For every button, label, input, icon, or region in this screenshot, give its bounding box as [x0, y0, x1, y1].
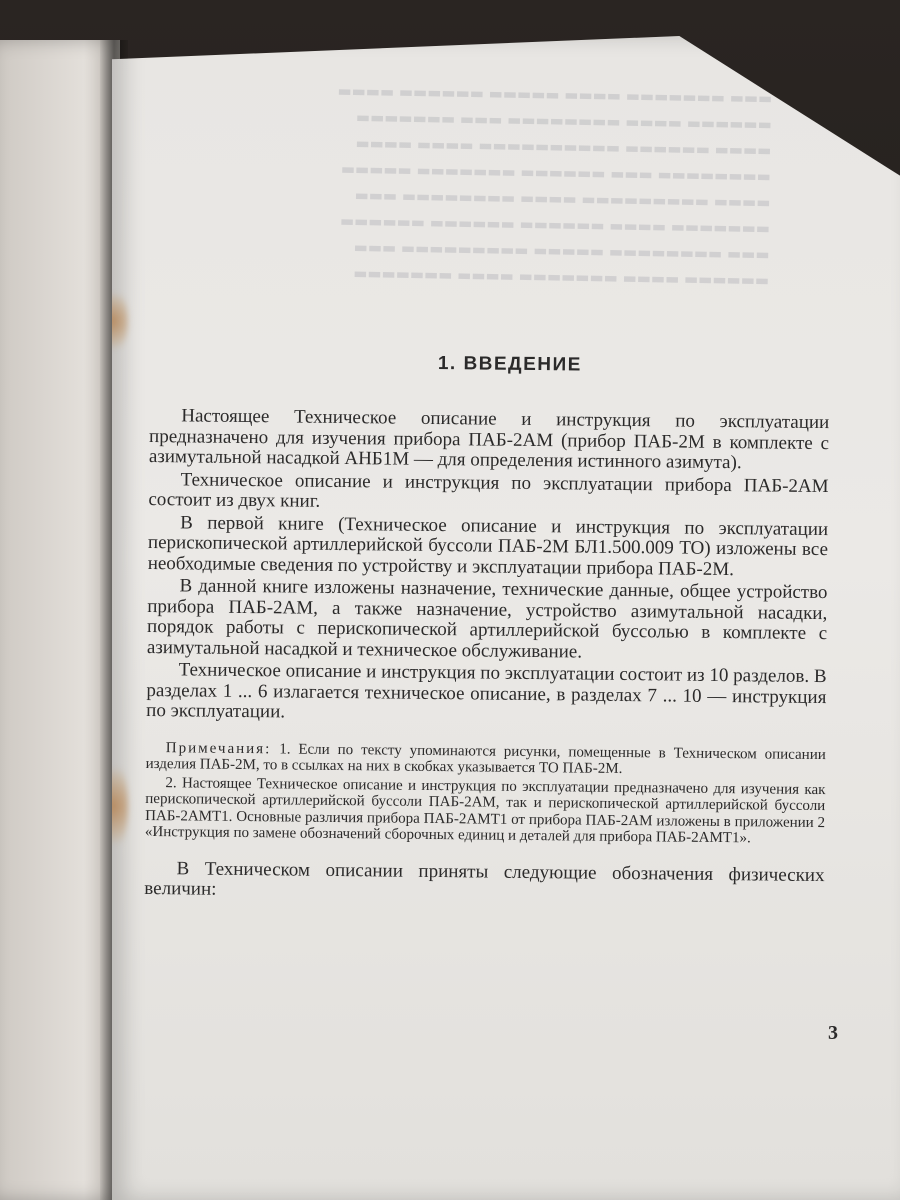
notes-block	[145, 739, 826, 847]
note-2: 2. Настоящее Техническое описание и инструкция по эксплуатации предназначено для изучения как перископической артиллерийской буссоли ПАБ-2АМ, так и перископической артиллерийской буссоли ПАБ-2АМТ1. Основные различия прибора ПАБ-2АМТ1 от прибора ПАБ-2АМ изложены в приложении 2 «Инструкция по замене обозначений сборочных единиц и деталей для прибора ПАБ-2АМТ1».	[144, 774, 826, 847]
paragraph-2: Техническое описание и инструкция по эксплуатации прибора ПАБ-2АМ состоит из двух книг.	[148, 468, 829, 512]
note-1	[146, 739, 826, 779]
paragraph-4: В данной книге изложены назначение, технические данные, общее устройство прибора ПАБ-2АМ, а также назначение, устройство азимутальной насадки, порядок работы с перископической артиллерийской буссолью в комплекте с азимутальной насадкой и техническое обслуживание.	[146, 575, 828, 663]
page-number: 3	[828, 1022, 838, 1044]
note-1-text: 1. Если по тексту упоминаются рисунки, помещенные в Техническом описании изделия ПАБ-2М, то в ссылках на них в скобках указывается ТО ПАБ-2М.	[145, 740, 826, 777]
notes-lead: Примечания:	[165, 739, 272, 757]
section-heading: 1. ВВЕДЕНИЕ	[437, 353, 582, 376]
paragraph-3: В первой книге (Техническое описание и инструкция по эксплуатации перископической артиллерийской буссоли ПАБ-2М БЛ1.500.009 ТО) изложены все необходимые сведения по устройству и эксплуатации прибора ПАБ-2М.	[147, 511, 829, 580]
page-content	[144, 350, 830, 909]
closing-paragraph: В Техническом описании приняты следующие обозначения физических величин:	[144, 857, 825, 900]
show-through-text: ▬▬▬ ▬▬▬▬▬▬▬ ▬▬▬▬ ▬▬▬▬▬ ▬▬▬▬▬▬ ▬▬▬▬ ▬▬▬▬▬▬ ▬▬▬▬ ▬▬▬▬▬▬▬▬ ▬▬▬ ▬▬▬▬▬▬▬ ▬▬▬▬ ▬▬▬▬▬▬ ▬▬▬▬▬▬▬▬▬▬ ▬▬▬▬ ▬▬▬▬ ▬▬▬▬▬▬▬▬ ▬▬▬ ▬▬▬▬▬▬ ▬▬▬▬▬▬▬ ▬▬▬▬▬ ▬▬▬▬ ▬▬▬▬▬▬▬▬▬ ▬▬▬▬ ▬▬▬▬▬▬▬▬ ▬▬▬ ▬▬▬▬▬▬▬ ▬▬▬▬ ▬▬▬▬▬▬ ▬▬▬▬▬▬ ▬▬▬▬▬▬ ▬▬▬ ▬▬▬▬▬▬▬▬ ▬▬▬▬▬ ▬▬▬▬▬▬▬▬▬ ▬▬▬ ▬▬▬▬▬▬ ▬▬▬▬ ▬▬▬▬▬▬▬ ▬▬▬▬ ▬▬▬▬▬▬▬	[337, 81, 773, 290]
paragraph-5: Техническое описание и инструкция по эксплуатации состоит из 10 разделов. В разделах 1 ... 6 излагается техническое описание, в разделах 7 ... 10 — инструкция по эксплуатации.	[146, 659, 827, 723]
paragraph-1: Настоящее Техническое описание и инструкция по эксплуатации предназначено для изучения прибора ПАБ-2АМ (прибор ПАБ-2М в комплекте с азимутальной насадкой АНБ1М — для определения истинного азимута).	[148, 405, 830, 474]
